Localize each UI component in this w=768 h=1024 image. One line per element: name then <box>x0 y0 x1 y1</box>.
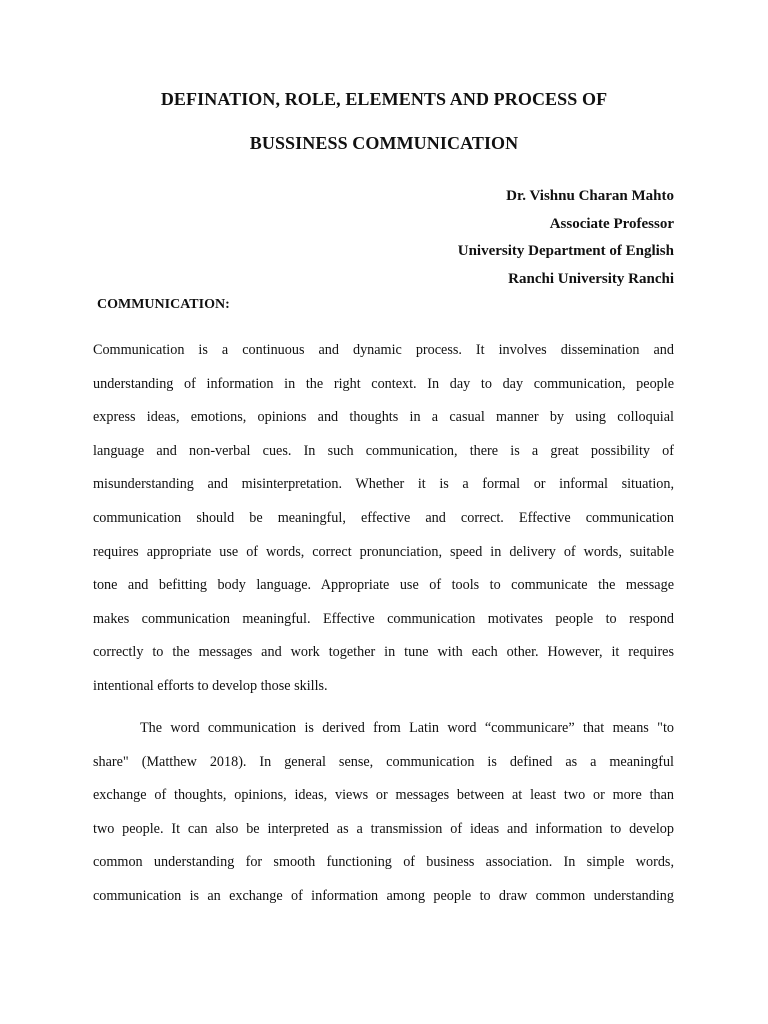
paragraph-line: common understanding for smooth functioning of business association. In simple words, <box>93 854 674 871</box>
paragraph-line: express ideas, emotions, opinions and thoughts in a casual manner by using colloquial <box>93 409 674 426</box>
paragraph-line: requires appropriate use of words, correct pronunciation, speed in delivery of words, suitable <box>93 543 674 560</box>
paragraph-2 <box>93 712 674 914</box>
paragraph-line: language and non-verbal cues. In such communication, there is a great possibility of <box>93 442 674 459</box>
paragraph-line: share" (Matthew 2018). In general sense, communication is defined as a meaningful <box>93 753 674 770</box>
author-block <box>458 186 674 297</box>
author-department: University Department of English <box>457 243 674 260</box>
paragraph-line: correctly to the messages and work together in tune with each other. However, it requires <box>93 644 674 661</box>
paragraph-line: tone and befitting body language. Appropriate use of tools to communicate the message <box>93 577 674 594</box>
paragraph-1 <box>93 334 674 704</box>
paragraph-line: The word communication is derived from Latin word “communicare” that means "to <box>140 720 674 736</box>
document-title-line-2: BUSSINESS COMMUNICATION <box>249 133 519 153</box>
paragraph-line: understanding of information in the right context. In day to day communication, people <box>93 375 674 392</box>
paragraph-line: two people. It can also be interpreted as a transmission of ideas and information to develop <box>93 820 674 837</box>
paragraph-line: intentional efforts to develop those skills. <box>93 677 328 694</box>
paragraph-line: exchange of thoughts, opinions, ideas, views or messages between at least two or more than <box>93 787 674 804</box>
paragraph-line: communication is an exchange of information among people to draw common understanding <box>93 887 674 904</box>
section-heading: COMMUNICATION: <box>97 297 230 312</box>
paragraph-line: communication should be meaningful, effective and correct. Effective communication <box>93 509 674 526</box>
author-position: Associate Professor <box>549 215 674 232</box>
document-title-line-1: DEFINATION, ROLE, ELEMENTS AND PROCESS OF <box>160 89 608 109</box>
author-name: Dr. Vishnu Charan Mahto <box>506 188 674 204</box>
paragraph-line: misunderstanding and misinterpretation. Whether it is a formal or informal situation, <box>93 476 674 493</box>
paragraph-line: Communication is a continuous and dynamic process. It involves dissemination and <box>93 342 674 358</box>
paragraph-line: makes communication meaningful. Effective communication motivates people to respond <box>93 610 674 627</box>
author-institution: Ranchi University Ranchi <box>508 271 674 288</box>
